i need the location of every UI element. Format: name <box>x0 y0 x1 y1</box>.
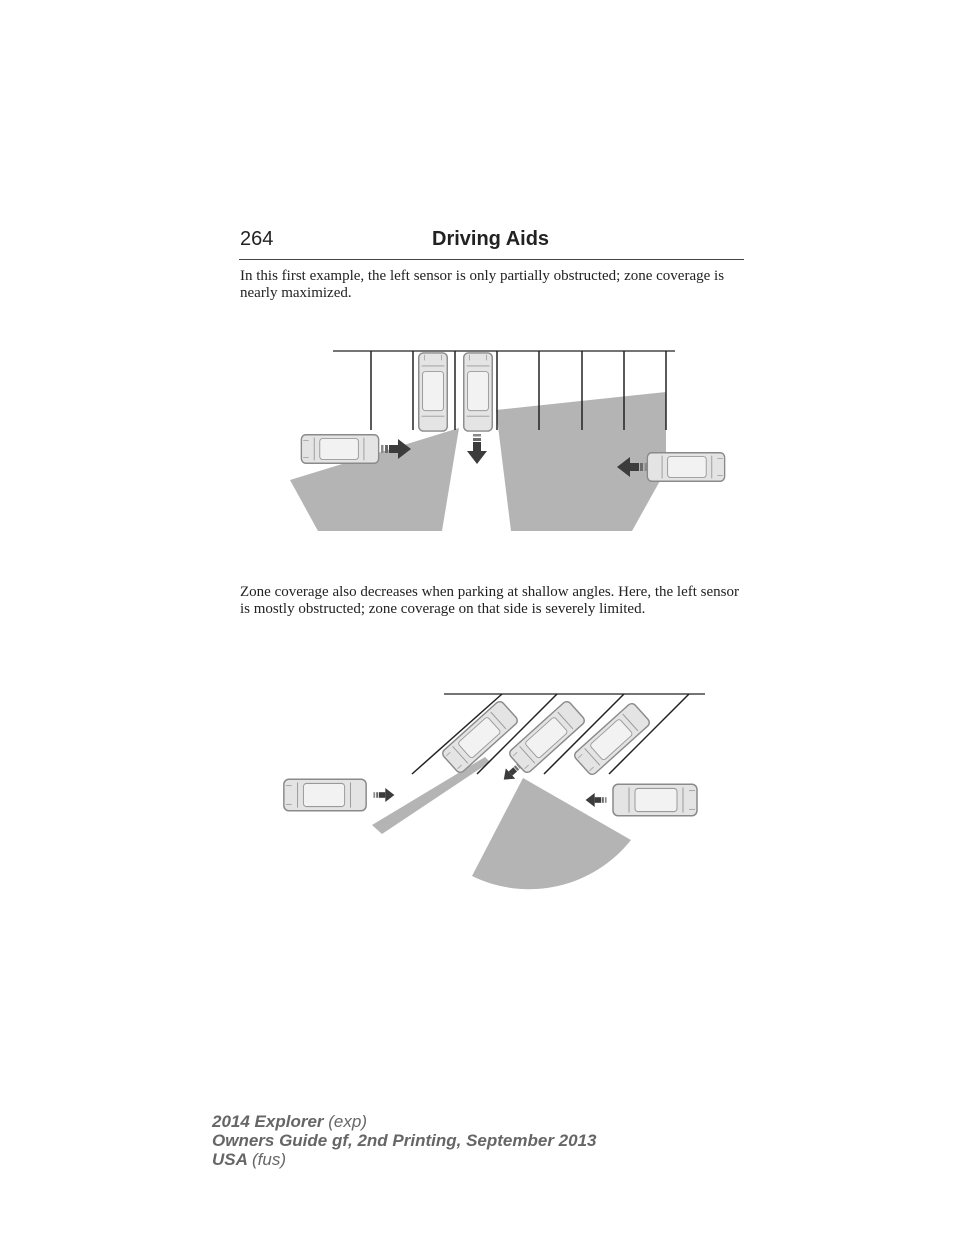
figure-2 <box>284 694 705 889</box>
footer-model: 2014 Explorer <box>212 1112 324 1131</box>
reversing-vehicle <box>464 353 493 431</box>
arrow-left-icon <box>586 793 607 807</box>
paragraph-shallow-angles: Zone coverage also decreases when parking at shallow angles. Here, the left sensor is mostly obstructed; zone coverage on that side is severely limited. <box>240 584 739 617</box>
approaching-car-right <box>647 453 724 482</box>
coverage-zone-right <box>496 392 666 531</box>
parked-car-left <box>419 353 448 431</box>
approaching-car-left <box>301 435 378 464</box>
paragraph-first-example: In this first example, the left sensor is only partially obstructed; zone coverage is nearly maximized. <box>240 268 725 301</box>
page-number: 264 <box>240 228 274 250</box>
parked-car-angled-3 <box>573 702 651 777</box>
figure-1 <box>290 351 725 531</box>
footer-market-code: (fus) <box>252 1150 286 1169</box>
section-title: Driving Aids <box>432 228 550 250</box>
coverage-zone-wide <box>472 778 631 889</box>
footer <box>212 1112 596 1169</box>
approaching-car-left <box>284 779 366 811</box>
footer-market: USA <box>212 1150 248 1169</box>
arrow-right-icon <box>373 788 394 802</box>
footer-guide: Owners Guide gf, 2nd Printing, September 2013 <box>212 1131 597 1150</box>
approaching-car-right <box>613 784 697 816</box>
reversing-vehicle-angled <box>508 700 586 775</box>
footer-model-code: (exp) <box>328 1112 367 1131</box>
arrow-down-icon <box>467 434 487 464</box>
